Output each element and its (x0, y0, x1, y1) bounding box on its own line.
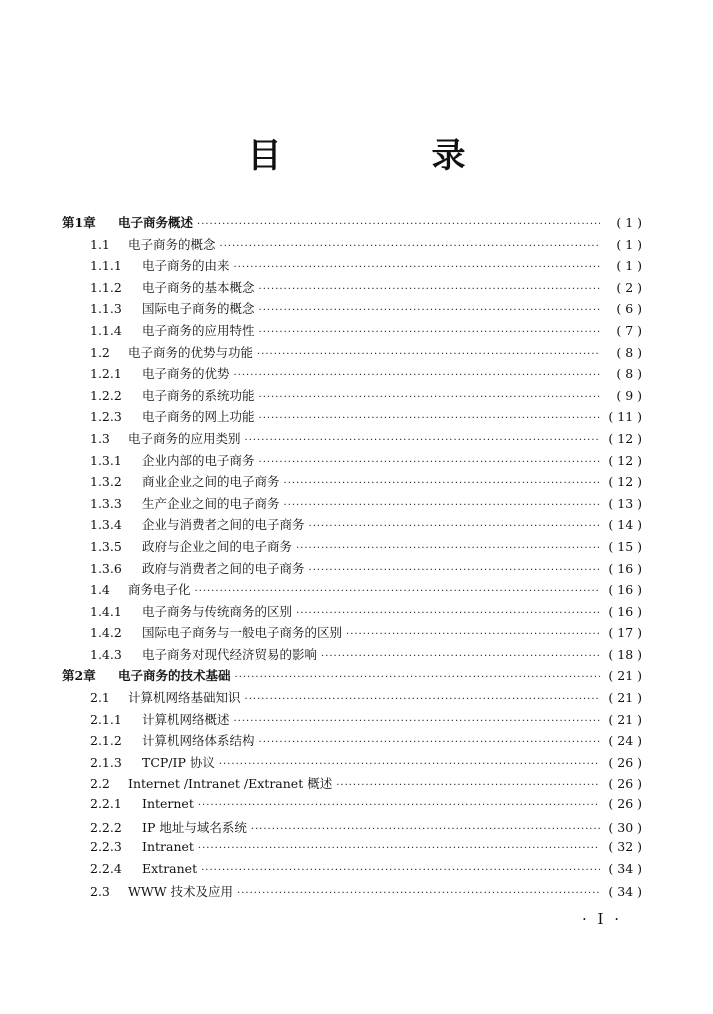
toc-entry-label: Intranet (142, 839, 194, 855)
toc-entry-page: ( 30 ) (608, 819, 642, 835)
toc-entry (62, 861, 642, 883)
toc-entry-label: 商业企业之间的电子商务 (142, 474, 280, 490)
toc-entry-number: 2.2.4 (90, 860, 122, 876)
toc-entry-number: 1.4.3 (90, 646, 122, 662)
toc-entry-number: 1.3.5 (90, 538, 122, 554)
dot-leader (198, 800, 600, 811)
toc-entry-page: ( 8 ) (616, 344, 642, 360)
toc-entry-number: 2.1.1 (90, 711, 122, 727)
toc-entry-page: ( 16 ) (608, 560, 642, 576)
dot-leader (235, 672, 600, 683)
dot-leader (284, 478, 600, 489)
toc-entry (62, 321, 642, 343)
toc-entry-label: 计算机网络概述 (142, 711, 230, 727)
toc-entry-number: 2.2 (90, 776, 110, 792)
dot-leader (245, 694, 600, 705)
toc-entry-label: 电子商务的应用特性 (142, 322, 255, 338)
toc-entry-page: ( 13 ) (608, 495, 642, 511)
toc-entry-label: 企业内部的电子商务 (142, 452, 255, 468)
toc-entry (62, 623, 642, 645)
toc-entry-number: 2.2.1 (90, 796, 122, 812)
toc-entry-label: 电子商务对现代经济贸易的影响 (142, 646, 318, 662)
toc-entry-page: ( 15 ) (608, 538, 642, 554)
dot-leader (259, 284, 600, 295)
toc-entry-label: 电子商务的应用类别 (128, 430, 241, 446)
toc-entry-page: ( 26 ) (608, 754, 642, 770)
dot-leader (234, 716, 600, 727)
toc-entry (62, 839, 642, 861)
toc-entry-label: 电子商务的系统功能 (142, 387, 255, 403)
toc-entry (62, 515, 642, 537)
dot-leader (201, 865, 600, 876)
toc-entry-page: ( 7 ) (616, 322, 642, 338)
toc-entry (62, 645, 642, 667)
toc-entry-number: 1.3.4 (90, 517, 122, 533)
toc-entry-number: 2.3 (90, 884, 110, 900)
toc-entry-label: WWW 技术及应用 (128, 884, 234, 900)
dot-leader (251, 824, 600, 835)
toc-entry-page: ( 12 ) (608, 430, 642, 446)
toc-entry (62, 774, 642, 796)
toc-entry (62, 235, 642, 257)
toc-entry-label: Extranet (142, 860, 198, 876)
toc-entry-page: ( 26 ) (608, 796, 642, 812)
toc-entry (62, 494, 642, 516)
toc-entry-page: ( 11 ) (608, 409, 642, 425)
toc-entry-label: 电子商务与传统商务的区别 (142, 603, 293, 619)
toc-entry-label: 生产企业之间的电子商务 (142, 495, 280, 511)
toc-entry-page: ( 1 ) (616, 258, 642, 274)
toc-entry-label: Internet /Intranet /Extranet 概述 (128, 776, 333, 792)
toc-entry-label: 企业与消费者之间的电子商务 (142, 517, 305, 533)
toc-entry-page: ( 21 ) (608, 668, 642, 684)
toc-entry (62, 710, 642, 732)
toc-entry-label: IP 地址与域名系统 (142, 819, 247, 835)
dot-leader (296, 608, 600, 619)
toc-chapter-entry (62, 213, 642, 235)
toc-entry-page: ( 26 ) (608, 776, 642, 792)
toc-entry (62, 731, 642, 753)
dot-leader (296, 543, 600, 554)
dot-leader (259, 413, 600, 424)
dot-leader (197, 219, 600, 230)
toc-entry-page: ( 34 ) (608, 884, 642, 900)
dot-leader (259, 392, 600, 403)
toc-entry-number: 1.1.4 (90, 322, 122, 338)
toc-entry (62, 537, 642, 559)
toc-entry-number: 第2章 (62, 668, 96, 684)
toc-entry-page: ( 2 ) (616, 279, 642, 295)
toc-entry-page: ( 21 ) (608, 690, 642, 706)
toc-entry-page: ( 9 ) (616, 387, 642, 403)
toc-entry-page: ( 17 ) (608, 625, 642, 641)
toc-entry-label: 政府与企业之间的电子商务 (142, 538, 293, 554)
toc-entry-number: 2.1.2 (90, 733, 122, 749)
dot-leader (234, 370, 600, 381)
toc-entry-label: 计算机网络体系结构 (142, 733, 255, 749)
dot-leader (245, 435, 600, 446)
toc-entry-label: 电子商务的由来 (142, 258, 230, 274)
dot-leader (234, 262, 600, 273)
toc-entry-number: 1.3.2 (90, 474, 122, 490)
toc-entry-page: ( 12 ) (608, 452, 642, 468)
toc-entry (62, 882, 642, 904)
toc-entry-label: 电子商务的优势 (142, 366, 230, 382)
dot-leader (309, 521, 600, 532)
toc-entry-number: 1.4 (90, 582, 110, 598)
toc-entry-page: ( 16 ) (608, 582, 642, 598)
toc-entry (62, 451, 642, 473)
dot-leader (309, 565, 600, 576)
toc-entry-label: 电子商务的网上功能 (142, 409, 255, 425)
page-title: 目 录 (247, 136, 524, 176)
dot-leader (195, 586, 600, 597)
toc-entry-page: ( 34 ) (608, 860, 642, 876)
toc-entry-label: 国际电子商务的概念 (142, 301, 255, 317)
toc-entry-label: 商务电子化 (128, 582, 191, 598)
toc-entry-number: 2.1.3 (90, 754, 122, 770)
toc-entry-number: 1.1.2 (90, 279, 122, 295)
toc-entry-label: 电子商务的概念 (128, 236, 216, 252)
toc-entry-number: 2.1 (90, 690, 110, 706)
toc-entry-page: ( 24 ) (608, 733, 642, 749)
toc-entry-label: 国际电子商务与一般电子商务的区别 (142, 625, 343, 641)
toc-entry-number: 1.1.1 (90, 258, 122, 274)
toc-entry-page: ( 18 ) (608, 646, 642, 662)
table-of-contents (62, 213, 642, 904)
toc-entry-page: ( 1 ) (616, 236, 642, 252)
toc-entry (62, 407, 642, 429)
toc-entry-page: ( 16 ) (608, 603, 642, 619)
toc-entry-label: 电子商务的基本概念 (142, 279, 255, 295)
toc-entry (62, 796, 642, 818)
toc-entry-number: 1.3 (90, 430, 110, 446)
toc-entry-label: Internet (142, 796, 194, 812)
toc-entry-number: 1.4.2 (90, 625, 122, 641)
toc-entry-page: ( 12 ) (608, 474, 642, 490)
toc-entry-page: ( 6 ) (616, 301, 642, 317)
toc-entry (62, 429, 642, 451)
toc-entry (62, 580, 642, 602)
dot-leader (237, 888, 600, 899)
toc-entry (62, 472, 642, 494)
toc-entry-page: ( 8 ) (616, 366, 642, 382)
toc-entry-page: ( 32 ) (608, 839, 642, 855)
dot-leader (259, 737, 600, 748)
toc-entry-label: 电子商务的优势与功能 (128, 344, 254, 360)
toc-entry-number: 2.2.3 (90, 839, 122, 855)
toc-entry-label: 政府与消费者之间的电子商务 (142, 560, 305, 576)
dot-leader (198, 843, 600, 854)
toc-entry-number: 1.3.6 (90, 560, 122, 576)
toc-entry-number: 1.3.3 (90, 495, 122, 511)
toc-entry (62, 256, 642, 278)
toc-entry (62, 753, 642, 775)
dot-leader (259, 305, 600, 316)
toc-chapter-entry (62, 666, 642, 688)
toc-entry-number: 1.1.3 (90, 301, 122, 317)
toc-entry-number: 2.2.2 (90, 819, 122, 835)
toc-entry-number: 1.2.3 (90, 409, 122, 425)
toc-entry-number: 1.1 (90, 236, 110, 252)
toc-entry (62, 343, 642, 365)
toc-entry-label: 电子商务概述 (118, 215, 194, 230)
toc-entry (62, 299, 642, 321)
toc-entry-page: ( 21 ) (608, 711, 642, 727)
toc-entry (62, 688, 642, 710)
toc-entry-number: 1.4.1 (90, 603, 122, 619)
toc-entry-number: 1.2 (90, 344, 110, 360)
toc-entry-number: 1.3.1 (90, 452, 122, 468)
toc-entry-label: 电子商务的技术基础 (118, 668, 231, 684)
toc-entry-page: ( 14 ) (608, 517, 642, 533)
dot-leader (220, 241, 600, 252)
dot-leader (321, 651, 600, 662)
toc-entry-label: 计算机网络基础知识 (128, 690, 241, 706)
toc-entry-number: 1.2.2 (90, 387, 122, 403)
dot-leader (219, 759, 600, 770)
toc-entry (62, 602, 642, 624)
dot-leader (259, 457, 600, 468)
toc-entry (62, 386, 642, 408)
dot-leader (336, 780, 600, 791)
dot-leader (259, 327, 600, 338)
toc-entry (62, 818, 642, 840)
toc-entry-label: TCP/IP 协议 (142, 754, 215, 770)
dot-leader (257, 349, 600, 360)
toc-entry-number: 第1章 (62, 215, 96, 230)
toc-entry-page: ( 1 ) (616, 215, 642, 230)
toc-entry-number: 1.2.1 (90, 366, 122, 382)
toc-entry (62, 278, 642, 300)
dot-leader (346, 629, 600, 640)
dot-leader (284, 500, 600, 511)
page-number: · I · (582, 910, 622, 928)
toc-entry (62, 364, 642, 386)
toc-entry (62, 559, 642, 581)
